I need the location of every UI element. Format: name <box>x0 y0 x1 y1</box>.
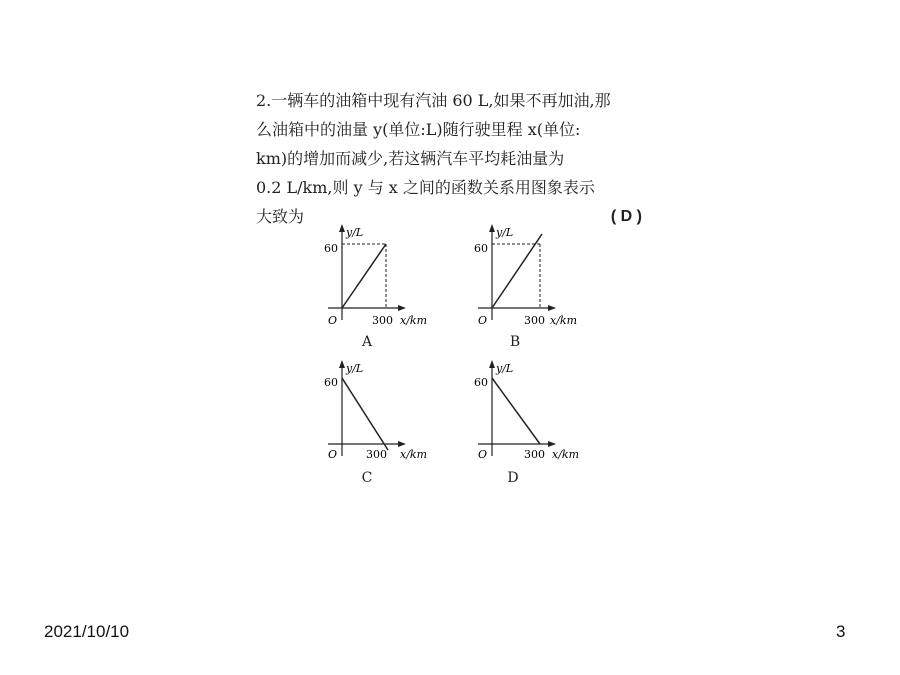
graph-a-ylabel: y/L <box>346 226 364 239</box>
graph-d-origin: O <box>478 448 488 461</box>
question-line-1: 2.一辆车的油箱中现有汽油 60 L,如果不再加油,那 <box>256 91 611 110</box>
page-number: 3 <box>836 622 846 641</box>
graph-b-option-label: B <box>509 334 521 350</box>
graph-c-ylabel: y/L <box>346 362 364 375</box>
graph-a-xtick: 300 <box>372 314 393 327</box>
graph-c-xlabel: x/km <box>400 448 428 461</box>
graph-c-option-label: C <box>361 470 373 486</box>
graph-b <box>460 222 630 352</box>
graph-b-ylabel: y/L <box>496 226 514 239</box>
graph-a-origin: O <box>328 314 338 327</box>
graph-d-xlabel: x/km <box>552 448 580 461</box>
graph-b-svg <box>460 222 630 332</box>
question-line-5: 大致为 ( D ) <box>256 202 642 231</box>
graph-a-xlabel: x/km <box>400 314 428 327</box>
graph-d-svg <box>460 358 630 468</box>
graph-a-svg <box>310 222 480 332</box>
question-line-3: km)的增加而减少,若这辆汽车平均耗油量为 <box>256 149 565 168</box>
graph-d-xtick: 300 <box>524 448 545 461</box>
graph-a-ytick: 60 <box>324 242 338 255</box>
graph-d-line <box>492 378 540 444</box>
graph-b-line <box>492 234 542 308</box>
graph-b-xlabel: x/km <box>550 314 578 327</box>
graph-c-svg <box>310 358 480 468</box>
answer-choice: ( D ) <box>610 208 642 225</box>
graph-c-origin: O <box>328 448 338 461</box>
graph-c <box>310 358 480 488</box>
graph-a-line <box>342 244 386 308</box>
graph-d-option-label: D <box>507 470 519 486</box>
graph-b-ytick: 60 <box>474 242 488 255</box>
question-line-2: 么油箱中的油量 y(单位:L)随行驶里程 x(单位: <box>256 120 581 139</box>
graph-d <box>460 358 630 488</box>
footer-date: 2021/10/10 <box>44 622 130 641</box>
graph-b-xtick: 300 <box>524 314 545 327</box>
graph-c-ytick: 60 <box>324 376 338 389</box>
graph-b-origin: O <box>478 314 488 327</box>
graph-d-ylabel: y/L <box>496 362 514 375</box>
graph-a <box>310 222 480 352</box>
graph-c-line <box>342 378 388 450</box>
question-text <box>256 86 642 231</box>
graph-c-xtick: 300 <box>366 448 387 461</box>
graph-d-ytick: 60 <box>474 376 488 389</box>
graph-a-option-label: A <box>361 334 373 350</box>
question-line-4: 0.2 L/km,则 y 与 x 之间的函数关系用图象表示 <box>256 178 595 197</box>
